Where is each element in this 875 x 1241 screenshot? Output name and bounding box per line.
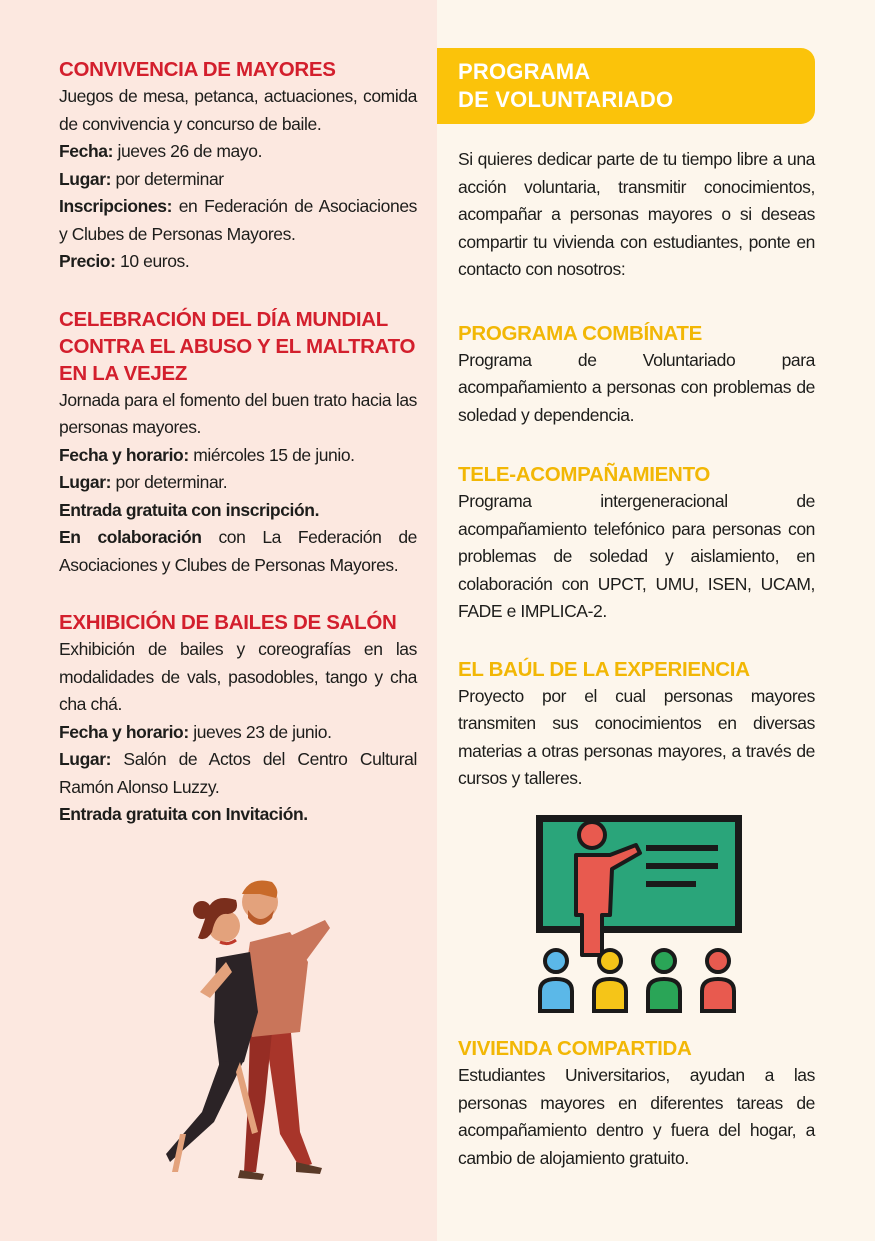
banner-title-line1: PROGRAMA	[458, 59, 591, 84]
entrada-line	[59, 497, 417, 525]
section-vivienda-compartida	[458, 1035, 815, 1172]
section-title: EXHIBICIÓN DE BAILES DE SALÓN	[59, 611, 397, 634]
intro-text: Si quieres dedicar parte de tu tiempo libre a una acción voluntaria, transmitir conocimientos, acompañar a personas mayores o si deseas compartir tu vivienda con estudiantes, ponte en contacto con nosotros:	[458, 149, 815, 279]
section-title: CONVIVENCIA DE MAYORES	[59, 58, 336, 81]
program-banner	[437, 48, 815, 124]
precio-line	[59, 248, 417, 276]
fecha-value: miércoles 15 de junio.	[188, 444, 355, 465]
section-tele-acompanamiento	[458, 461, 815, 626]
precio-value: 10 euros.	[115, 251, 190, 271]
section-combinate	[458, 320, 815, 430]
fecha-line	[59, 442, 417, 470]
section-title: VIVIENDA COMPARTIDA	[458, 1037, 692, 1060]
section-description: Juegos de mesa, petanca, actuaciones, comida de convivencia y concurso de baile.	[59, 86, 417, 134]
section-title: CELEBRACIÓN DEL DÍA MUNDIAL CONTRA EL ABUSO Y EL MALTRATO EN LA VEJEZ	[59, 307, 416, 385]
lugar-line	[59, 746, 417, 801]
section-title: PROGRAMA COMBÍNATE	[458, 321, 703, 345]
section-bailes	[59, 609, 417, 829]
lugar-value: por determinar.	[111, 472, 228, 492]
lugar-label: Lugar:	[59, 749, 112, 769]
section-description: Estudiantes Universitarios, ayudan a las personas mayores en diferentes tareas de acompañamiento dentro y fuera del hogar, a cambio de alojamiento gratuito.	[458, 1065, 815, 1168]
colaboracion-line	[59, 524, 417, 579]
fecha-value: jueves 26 de mayo.	[113, 141, 263, 161]
inscripciones-label: Inscripciones:	[59, 196, 173, 216]
entrada-text: Entrada gratuita con inscripción.	[59, 499, 320, 520]
section-baul-experiencia	[458, 656, 815, 793]
dancing-couple-illustration	[140, 872, 340, 1182]
inscripciones-line	[59, 193, 417, 248]
fecha-line	[59, 138, 417, 166]
lugar-value: Salón de Actos del Centro Cultural Ramón Alonso Luzzy.	[59, 749, 417, 797]
fecha-line	[59, 719, 417, 747]
section-description: Proyecto por el cual personas mayores transmiten sus conocimientos en diversas materias a otras personas mayores, a través de cursos y talleres.	[458, 685, 815, 788]
section-convivencia	[59, 56, 417, 276]
left-column	[59, 56, 417, 829]
section-title: TELE-ACOMPAÑAMIENTO	[458, 463, 711, 486]
precio-label: Precio:	[59, 251, 116, 271]
teacher-classroom-illustration	[536, 815, 742, 1015]
section-dia-mundial	[59, 306, 417, 580]
banner-title	[458, 58, 673, 114]
section-description: Programa de Voluntariado para acompañamiento a personas con problemas de soledad y dependencia.	[458, 349, 815, 425]
section-description: Programa intergeneracional de acompañamiento telefónico para personas con problemas de soledad y aislamiento, en colaboración con UPCT, UMU, ISEN, UCAM, FADE e IMPLICA-2.	[458, 491, 815, 621]
lugar-label: Lugar:	[59, 168, 112, 189]
entrada-line	[59, 801, 417, 829]
fecha-label: Fecha y horario:	[59, 721, 189, 742]
section-description: Exhibición de bailes y coreografías en las modalidades de vals, pasodobles, tango y cha cha chá.	[59, 639, 417, 714]
lugar-value: por determinar	[111, 168, 224, 189]
lugar-line	[59, 469, 417, 497]
fecha-value: jueves 23 de junio.	[188, 721, 332, 742]
section-title: EL BAÚL DE LA EXPERIENCIA	[458, 657, 750, 681]
lugar-label: Lugar:	[59, 472, 112, 492]
entrada-text: Entrada gratuita con Invitación.	[59, 804, 308, 824]
section-description: Jornada para el fomento del buen trato hacia las personas mayores.	[59, 389, 417, 437]
colaboracion-label: En colaboración	[59, 527, 202, 547]
fecha-label: Fecha y horario:	[59, 444, 189, 465]
right-column	[458, 146, 815, 793]
colaboracion-value: con La Federación de Asociaciones y Clubes de Personas Mayores.	[59, 527, 417, 575]
inscripciones-value: en Federación de Asociaciones y Clubes de Personas Mayores.	[59, 196, 417, 244]
fecha-label: Fecha:	[59, 141, 114, 161]
banner-title-line2: DE VOLUNTARIADO	[458, 87, 674, 112]
lugar-line	[59, 166, 417, 194]
